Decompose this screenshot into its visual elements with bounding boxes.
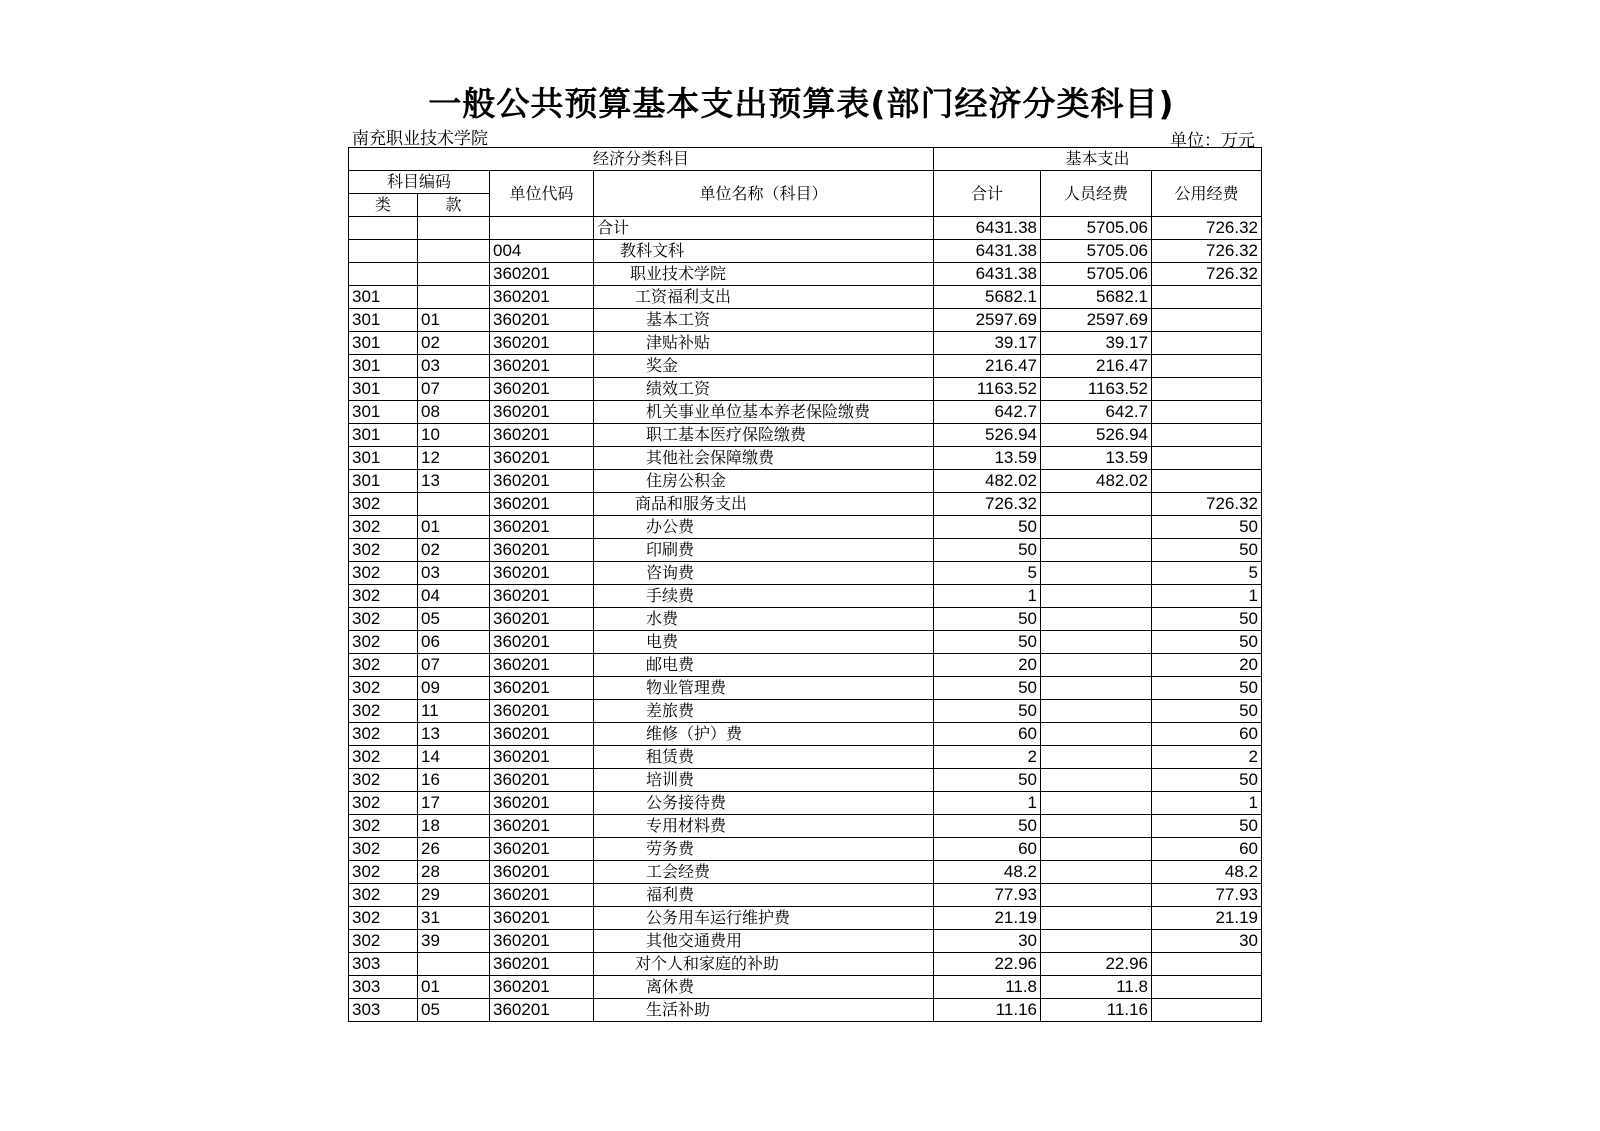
cell-unit-code: 360201 bbox=[490, 999, 594, 1022]
cell-public bbox=[1152, 470, 1262, 493]
cell-unit-code: 360201 bbox=[490, 286, 594, 309]
cell-personnel bbox=[1041, 769, 1152, 792]
cell-personnel bbox=[1041, 654, 1152, 677]
cell-unit-code: 360201 bbox=[490, 447, 594, 470]
cell-lei: 302 bbox=[349, 930, 418, 953]
cell-public: 50 bbox=[1152, 516, 1262, 539]
cell-kuan: 17 bbox=[418, 792, 490, 815]
cell-personnel: 1163.52 bbox=[1041, 378, 1152, 401]
header-basic-expenditure: 基本支出 bbox=[934, 148, 1262, 171]
cell-lei: 303 bbox=[349, 976, 418, 999]
cell-lei: 301 bbox=[349, 286, 418, 309]
table-row bbox=[349, 562, 1262, 585]
cell-unit-code: 360201 bbox=[490, 838, 594, 861]
cell-personnel: 13.59 bbox=[1041, 447, 1152, 470]
cell-lei: 302 bbox=[349, 562, 418, 585]
cell-personnel: 11.16 bbox=[1041, 999, 1152, 1022]
cell-public: 50 bbox=[1152, 539, 1262, 562]
table-row bbox=[349, 493, 1262, 516]
cell-total: 60 bbox=[934, 838, 1041, 861]
cell-personnel: 5705.06 bbox=[1041, 217, 1152, 240]
cell-unit-name: 办公费 bbox=[594, 516, 934, 539]
cell-unit-name: 奖金 bbox=[594, 355, 934, 378]
cell-unit-name: 基本工资 bbox=[594, 309, 934, 332]
cell-unit-name: 教科文科 bbox=[594, 240, 934, 263]
cell-public bbox=[1152, 332, 1262, 355]
cell-public: 77.93 bbox=[1152, 884, 1262, 907]
cell-unit-name: 对个人和家庭的补助 bbox=[594, 953, 934, 976]
organization-name: 南充职业技术学院 bbox=[352, 129, 488, 149]
cell-kuan: 09 bbox=[418, 677, 490, 700]
cell-personnel bbox=[1041, 723, 1152, 746]
cell-public bbox=[1152, 999, 1262, 1022]
cell-public bbox=[1152, 424, 1262, 447]
cell-unit-code: 360201 bbox=[490, 654, 594, 677]
cell-lei: 301 bbox=[349, 332, 418, 355]
cell-unit-code: 360201 bbox=[490, 470, 594, 493]
cell-public bbox=[1152, 976, 1262, 999]
table-row bbox=[349, 286, 1262, 309]
cell-lei: 302 bbox=[349, 746, 418, 769]
cell-lei: 302 bbox=[349, 493, 418, 516]
table-row bbox=[349, 332, 1262, 355]
cell-personnel: 11.8 bbox=[1041, 976, 1152, 999]
cell-lei: 303 bbox=[349, 999, 418, 1022]
cell-total: 5682.1 bbox=[934, 286, 1041, 309]
cell-total: 2 bbox=[934, 746, 1041, 769]
table-row bbox=[349, 516, 1262, 539]
cell-unit-name: 津贴补贴 bbox=[594, 332, 934, 355]
cell-unit-name: 印刷费 bbox=[594, 539, 934, 562]
cell-public: 1 bbox=[1152, 585, 1262, 608]
table-row bbox=[349, 470, 1262, 493]
table-row bbox=[349, 654, 1262, 677]
cell-unit-name: 水费 bbox=[594, 608, 934, 631]
cell-personnel bbox=[1041, 539, 1152, 562]
cell-unit-name: 福利费 bbox=[594, 884, 934, 907]
cell-personnel bbox=[1041, 585, 1152, 608]
cell-unit-name: 其他社会保障缴费 bbox=[594, 447, 934, 470]
cell-total: 50 bbox=[934, 677, 1041, 700]
cell-public: 60 bbox=[1152, 838, 1262, 861]
table-row bbox=[349, 240, 1262, 263]
cell-total: 48.2 bbox=[934, 861, 1041, 884]
cell-unit-code: 360201 bbox=[490, 539, 594, 562]
table-row bbox=[349, 815, 1262, 838]
table-row bbox=[349, 999, 1262, 1022]
cell-personnel bbox=[1041, 677, 1152, 700]
cell-public: 50 bbox=[1152, 769, 1262, 792]
cell-total: 60 bbox=[934, 723, 1041, 746]
cell-unit-name: 生活补助 bbox=[594, 999, 934, 1022]
cell-lei: 302 bbox=[349, 539, 418, 562]
cell-unit-name: 维修（护）费 bbox=[594, 723, 934, 746]
cell-personnel: 5705.06 bbox=[1041, 240, 1152, 263]
cell-lei bbox=[349, 217, 418, 240]
cell-kuan: 29 bbox=[418, 884, 490, 907]
cell-lei bbox=[349, 263, 418, 286]
cell-total: 50 bbox=[934, 769, 1041, 792]
cell-unit-name: 商品和服务支出 bbox=[594, 493, 934, 516]
cell-public bbox=[1152, 378, 1262, 401]
table-row bbox=[349, 746, 1262, 769]
cell-total: 216.47 bbox=[934, 355, 1041, 378]
table-row bbox=[349, 401, 1262, 424]
cell-kuan: 01 bbox=[418, 516, 490, 539]
cell-kuan: 39 bbox=[418, 930, 490, 953]
cell-unit-code: 360201 bbox=[490, 723, 594, 746]
cell-unit-name: 邮电费 bbox=[594, 654, 934, 677]
cell-public: 726.32 bbox=[1152, 493, 1262, 516]
cell-personnel bbox=[1041, 608, 1152, 631]
cell-total: 5 bbox=[934, 562, 1041, 585]
cell-unit-name: 咨询费 bbox=[594, 562, 934, 585]
cell-lei: 302 bbox=[349, 585, 418, 608]
cell-unit-code: 360201 bbox=[490, 792, 594, 815]
cell-unit-code: 360201 bbox=[490, 907, 594, 930]
cell-public: 50 bbox=[1152, 608, 1262, 631]
cell-unit-code: 360201 bbox=[490, 493, 594, 516]
cell-lei: 302 bbox=[349, 700, 418, 723]
table-header bbox=[349, 148, 1262, 217]
cell-public: 2 bbox=[1152, 746, 1262, 769]
cell-public bbox=[1152, 355, 1262, 378]
cell-total: 50 bbox=[934, 539, 1041, 562]
cell-public: 1 bbox=[1152, 792, 1262, 815]
cell-lei: 301 bbox=[349, 309, 418, 332]
cell-unit-name: 物业管理费 bbox=[594, 677, 934, 700]
cell-personnel: 642.7 bbox=[1041, 401, 1152, 424]
cell-total: 22.96 bbox=[934, 953, 1041, 976]
cell-lei: 302 bbox=[349, 815, 418, 838]
cell-personnel bbox=[1041, 930, 1152, 953]
table-row bbox=[349, 309, 1262, 332]
cell-personnel: 5682.1 bbox=[1041, 286, 1152, 309]
cell-kuan: 16 bbox=[418, 769, 490, 792]
cell-public bbox=[1152, 447, 1262, 470]
table-row bbox=[349, 930, 1262, 953]
cell-kuan bbox=[418, 217, 490, 240]
cell-kuan: 05 bbox=[418, 608, 490, 631]
header-unit-code: 单位代码 bbox=[490, 171, 594, 217]
cell-unit-code: 360201 bbox=[490, 861, 594, 884]
table-row bbox=[349, 608, 1262, 631]
cell-unit-name: 合计 bbox=[594, 217, 934, 240]
cell-public: 21.19 bbox=[1152, 907, 1262, 930]
cell-total: 6431.38 bbox=[934, 240, 1041, 263]
cell-kuan: 01 bbox=[418, 309, 490, 332]
cell-total: 6431.38 bbox=[934, 263, 1041, 286]
cell-unit-name: 绩效工资 bbox=[594, 378, 934, 401]
cell-unit-name: 电费 bbox=[594, 631, 934, 654]
table-row bbox=[349, 217, 1262, 240]
cell-unit-code: 360201 bbox=[490, 401, 594, 424]
cell-unit-code: 360201 bbox=[490, 976, 594, 999]
table-row bbox=[349, 907, 1262, 930]
cell-kuan: 03 bbox=[418, 355, 490, 378]
cell-kuan: 07 bbox=[418, 654, 490, 677]
cell-unit-code: 360201 bbox=[490, 930, 594, 953]
page-title: 一般公共预算基本支出预算表(部门经济分类科目) bbox=[428, 84, 1175, 123]
budget-table bbox=[348, 147, 1262, 1022]
cell-total: 77.93 bbox=[934, 884, 1041, 907]
cell-personnel bbox=[1041, 562, 1152, 585]
cell-kuan: 26 bbox=[418, 838, 490, 861]
cell-unit-code: 360201 bbox=[490, 332, 594, 355]
cell-total: 642.7 bbox=[934, 401, 1041, 424]
table-row bbox=[349, 838, 1262, 861]
cell-total: 30 bbox=[934, 930, 1041, 953]
cell-kuan bbox=[418, 286, 490, 309]
cell-unit-code: 360201 bbox=[490, 516, 594, 539]
cell-personnel bbox=[1041, 746, 1152, 769]
cell-total: 726.32 bbox=[934, 493, 1041, 516]
cell-unit-code: 360201 bbox=[490, 700, 594, 723]
table-row bbox=[349, 976, 1262, 999]
cell-unit-name: 工会经费 bbox=[594, 861, 934, 884]
cell-kuan: 31 bbox=[418, 907, 490, 930]
cell-kuan: 13 bbox=[418, 723, 490, 746]
cell-lei: 301 bbox=[349, 401, 418, 424]
cell-public bbox=[1152, 309, 1262, 332]
table-body bbox=[349, 217, 1262, 1022]
cell-unit-code: 360201 bbox=[490, 746, 594, 769]
cell-unit-name: 离休费 bbox=[594, 976, 934, 999]
cell-unit-code: 004 bbox=[490, 240, 594, 263]
cell-unit-name: 租赁费 bbox=[594, 746, 934, 769]
cell-unit-code: 360201 bbox=[490, 263, 594, 286]
cell-unit-code: 360201 bbox=[490, 378, 594, 401]
cell-kuan: 02 bbox=[418, 539, 490, 562]
cell-total: 1163.52 bbox=[934, 378, 1041, 401]
cell-lei: 302 bbox=[349, 907, 418, 930]
cell-unit-code: 360201 bbox=[490, 424, 594, 447]
table-row bbox=[349, 953, 1262, 976]
cell-public bbox=[1152, 401, 1262, 424]
cell-unit-name: 职业技术学院 bbox=[594, 263, 934, 286]
cell-kuan: 03 bbox=[418, 562, 490, 585]
table-row bbox=[349, 539, 1262, 562]
cell-lei: 302 bbox=[349, 677, 418, 700]
cell-unit-name: 其他交通费用 bbox=[594, 930, 934, 953]
header-kuan: 款 bbox=[418, 194, 490, 217]
cell-personnel bbox=[1041, 907, 1152, 930]
cell-total: 50 bbox=[934, 608, 1041, 631]
cell-total: 2597.69 bbox=[934, 309, 1041, 332]
cell-total: 50 bbox=[934, 631, 1041, 654]
cell-kuan: 08 bbox=[418, 401, 490, 424]
cell-public: 726.32 bbox=[1152, 263, 1262, 286]
cell-personnel: 5705.06 bbox=[1041, 263, 1152, 286]
header-personnel: 人员经费 bbox=[1041, 171, 1152, 217]
header-total: 合计 bbox=[934, 171, 1041, 217]
cell-kuan: 04 bbox=[418, 585, 490, 608]
cell-lei: 303 bbox=[349, 953, 418, 976]
header-econ-class: 经济分类科目 bbox=[349, 148, 934, 171]
cell-unit-code: 360201 bbox=[490, 309, 594, 332]
cell-unit-name: 住房公积金 bbox=[594, 470, 934, 493]
table-row bbox=[349, 792, 1262, 815]
cell-personnel bbox=[1041, 631, 1152, 654]
cell-kuan: 10 bbox=[418, 424, 490, 447]
cell-unit-code bbox=[490, 217, 594, 240]
table-row bbox=[349, 769, 1262, 792]
table-row bbox=[349, 585, 1262, 608]
cell-kuan bbox=[418, 240, 490, 263]
cell-personnel: 2597.69 bbox=[1041, 309, 1152, 332]
cell-lei: 302 bbox=[349, 792, 418, 815]
cell-public bbox=[1152, 286, 1262, 309]
cell-public: 5 bbox=[1152, 562, 1262, 585]
cell-unit-name: 培训费 bbox=[594, 769, 934, 792]
cell-kuan: 18 bbox=[418, 815, 490, 838]
cell-kuan: 02 bbox=[418, 332, 490, 355]
cell-lei: 302 bbox=[349, 723, 418, 746]
cell-personnel bbox=[1041, 838, 1152, 861]
cell-unit-name: 工资福利支出 bbox=[594, 286, 934, 309]
cell-kuan bbox=[418, 953, 490, 976]
cell-unit-name: 公务接待费 bbox=[594, 792, 934, 815]
cell-unit-name: 差旅费 bbox=[594, 700, 934, 723]
cell-personnel: 482.02 bbox=[1041, 470, 1152, 493]
cell-unit-code: 360201 bbox=[490, 585, 594, 608]
cell-personnel: 39.17 bbox=[1041, 332, 1152, 355]
cell-lei: 302 bbox=[349, 861, 418, 884]
cell-total: 39.17 bbox=[934, 332, 1041, 355]
cell-unit-name: 劳务费 bbox=[594, 838, 934, 861]
header-public: 公用经费 bbox=[1152, 171, 1262, 217]
table-row bbox=[349, 631, 1262, 654]
cell-kuan: 07 bbox=[418, 378, 490, 401]
cell-public: 60 bbox=[1152, 723, 1262, 746]
cell-lei: 302 bbox=[349, 838, 418, 861]
cell-unit-code: 360201 bbox=[490, 953, 594, 976]
cell-lei: 302 bbox=[349, 516, 418, 539]
cell-personnel bbox=[1041, 884, 1152, 907]
cell-public bbox=[1152, 953, 1262, 976]
cell-total: 6431.38 bbox=[934, 217, 1041, 240]
cell-total: 50 bbox=[934, 815, 1041, 838]
cell-kuan: 01 bbox=[418, 976, 490, 999]
cell-public: 726.32 bbox=[1152, 240, 1262, 263]
cell-public: 50 bbox=[1152, 631, 1262, 654]
cell-total: 482.02 bbox=[934, 470, 1041, 493]
cell-unit-code: 360201 bbox=[490, 608, 594, 631]
cell-public: 20 bbox=[1152, 654, 1262, 677]
cell-lei: 301 bbox=[349, 424, 418, 447]
cell-unit-code: 360201 bbox=[490, 769, 594, 792]
cell-public: 50 bbox=[1152, 815, 1262, 838]
cell-public: 726.32 bbox=[1152, 217, 1262, 240]
cell-total: 11.8 bbox=[934, 976, 1041, 999]
cell-total: 11.16 bbox=[934, 999, 1041, 1022]
cell-total: 50 bbox=[934, 700, 1041, 723]
table-row bbox=[349, 378, 1262, 401]
cell-kuan: 12 bbox=[418, 447, 490, 470]
table-row bbox=[349, 884, 1262, 907]
cell-public: 48.2 bbox=[1152, 861, 1262, 884]
cell-kuan: 05 bbox=[418, 999, 490, 1022]
cell-unit-name: 手续费 bbox=[594, 585, 934, 608]
table-row bbox=[349, 677, 1262, 700]
cell-personnel bbox=[1041, 700, 1152, 723]
cell-kuan: 14 bbox=[418, 746, 490, 769]
cell-total: 13.59 bbox=[934, 447, 1041, 470]
cell-personnel: 526.94 bbox=[1041, 424, 1152, 447]
cell-unit-code: 360201 bbox=[490, 355, 594, 378]
table-row bbox=[349, 355, 1262, 378]
cell-unit-code: 360201 bbox=[490, 677, 594, 700]
cell-public: 50 bbox=[1152, 700, 1262, 723]
cell-lei: 302 bbox=[349, 654, 418, 677]
table-row bbox=[349, 700, 1262, 723]
cell-unit-name: 职工基本医疗保险缴费 bbox=[594, 424, 934, 447]
cell-kuan bbox=[418, 493, 490, 516]
cell-kuan: 06 bbox=[418, 631, 490, 654]
cell-personnel bbox=[1041, 516, 1152, 539]
cell-lei: 301 bbox=[349, 470, 418, 493]
header-code-group: 科目编码 bbox=[349, 171, 490, 194]
cell-personnel bbox=[1041, 815, 1152, 838]
cell-total: 20 bbox=[934, 654, 1041, 677]
cell-lei: 302 bbox=[349, 631, 418, 654]
cell-lei: 302 bbox=[349, 608, 418, 631]
cell-kuan: 13 bbox=[418, 470, 490, 493]
cell-unit-code: 360201 bbox=[490, 815, 594, 838]
unit-label: 单位：万元 bbox=[1170, 131, 1255, 151]
cell-personnel bbox=[1041, 792, 1152, 815]
cell-kuan bbox=[418, 263, 490, 286]
table-row bbox=[349, 263, 1262, 286]
cell-unit-name: 机关事业单位基本养老保险缴费 bbox=[594, 401, 934, 424]
cell-personnel: 22.96 bbox=[1041, 953, 1152, 976]
cell-unit-code: 360201 bbox=[490, 884, 594, 907]
cell-unit-name: 专用材料费 bbox=[594, 815, 934, 838]
cell-unit-code: 360201 bbox=[490, 562, 594, 585]
cell-personnel: 216.47 bbox=[1041, 355, 1152, 378]
table-row bbox=[349, 447, 1262, 470]
cell-lei: 301 bbox=[349, 355, 418, 378]
cell-total: 50 bbox=[934, 516, 1041, 539]
cell-kuan: 11 bbox=[418, 700, 490, 723]
cell-lei: 301 bbox=[349, 447, 418, 470]
cell-total: 21.19 bbox=[934, 907, 1041, 930]
cell-total: 526.94 bbox=[934, 424, 1041, 447]
cell-lei: 302 bbox=[349, 884, 418, 907]
header-lei: 类 bbox=[349, 194, 418, 217]
cell-unit-name: 公务用车运行维护费 bbox=[594, 907, 934, 930]
cell-lei bbox=[349, 240, 418, 263]
cell-lei: 302 bbox=[349, 769, 418, 792]
cell-personnel bbox=[1041, 861, 1152, 884]
table-row bbox=[349, 861, 1262, 884]
cell-total: 1 bbox=[934, 585, 1041, 608]
cell-unit-code: 360201 bbox=[490, 631, 594, 654]
cell-lei: 301 bbox=[349, 378, 418, 401]
header-unit-name: 单位名称（科目） bbox=[594, 171, 934, 217]
cell-kuan: 28 bbox=[418, 861, 490, 884]
cell-personnel bbox=[1041, 493, 1152, 516]
cell-public: 50 bbox=[1152, 677, 1262, 700]
table-row bbox=[349, 424, 1262, 447]
cell-total: 1 bbox=[934, 792, 1041, 815]
cell-public: 30 bbox=[1152, 930, 1262, 953]
table-row bbox=[349, 723, 1262, 746]
